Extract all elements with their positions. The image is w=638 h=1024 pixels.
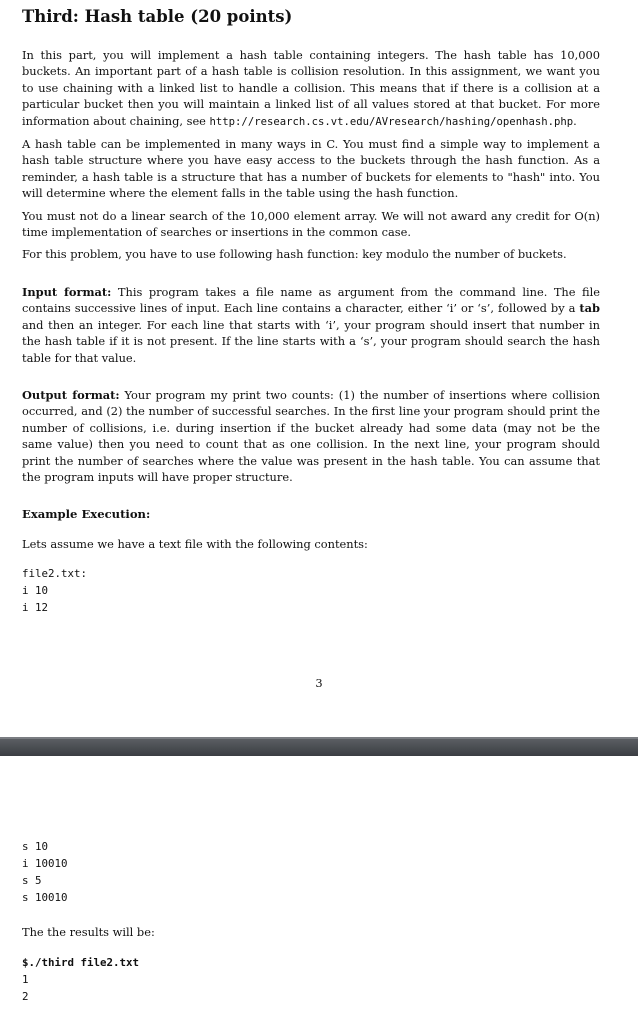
- code-line: file2.txt:: [22, 566, 88, 580]
- output-line: 1: [22, 973, 29, 987]
- example-heading: Example Execution:: [22, 507, 151, 522]
- page-3: [22, 6, 600, 616]
- file-contents-block: [22, 565, 600, 616]
- section-title: Third: Hash table (20 points): [22, 7, 293, 26]
- page-divider: [0, 737, 638, 756]
- input-format-label: Input format:: [22, 284, 112, 299]
- page-number: 3: [315, 676, 323, 690]
- output-line: 2: [22, 990, 29, 1004]
- example-assume-text: Lets assume we have a text file with the following contents:: [22, 537, 368, 552]
- page-4: [22, 838, 600, 1005]
- code-line: i 10: [22, 583, 49, 597]
- input-format-paragraph: Input format: This program takes a file name as argument from the command line. The file contains successive lines of input. Each line contains a character, either ‘i’ or ‘s’, followed by a tab and then an integer. For each line that starts with ‘i’, your program should insert that number in the hash table if it is not present. If the line starts with a ‘s’, your program should search the hash table for that value.: [22, 284, 600, 365]
- intro-paragraph-2: A hash table can be implemented in many ways in C. You must find a simple way to implement a hash table structure where you have easy access to the buckets through the hash function. As a reminder, a hash table is a structure that has a number of buckets for elements to "hash" into. You will determine where the element falls in the table using the hash function.: [22, 137, 600, 201]
- output-format-label: Output format:: [22, 387, 120, 402]
- code-line: i 10010: [22, 857, 68, 870]
- code-line: s 10: [22, 840, 49, 853]
- results-text: The the results will be:: [22, 925, 155, 939]
- program-output-block: [22, 954, 600, 1005]
- intro-paragraph-4: For this problem, you have to use following hash function: key modulo the number of buckets.: [22, 247, 567, 262]
- chaining-url[interactable]: http://research.cs.vt.edu/AVresearch/hashing/openhash.php: [209, 115, 574, 128]
- file-contents-continued: [22, 838, 600, 906]
- intro-paragraph-1: In this part, you will implement a hash table containing integers. The hash table has 10,000 buckets. An important part of a hash table is collision resolution. In this assignment, we want you to use chaining with a linked list to handle a collision. This means that if there is a collision at a particular bucket then you will maintain a linked list of all values stored at that bucket. For more information about chaining, see http://research.cs.vt.edu/AVresearch/hashing/openhash.php.: [22, 48, 600, 128]
- output-format-paragraph: Output format: Your program my print two counts: (1) the number of insertions where collision occurred, and (2) the number of successful searches. In the first line your program should print the number of collisions, i.e. during insertion if the bucket already had some data (may not be the same value) then you need to count that as one collision. In the next line, your program should print the number of searches where the value was present in the hash table. You can assume that the program inputs will have proper structure.: [22, 387, 600, 484]
- code-line: s 10010: [22, 891, 68, 904]
- code-line: i 12: [22, 600, 49, 614]
- intro-paragraph-3: You must not do a linear search of the 10,000 element array. We will not award any credit for O(n) time implementation of searches or insertions in the common case.: [22, 208, 600, 240]
- code-line: s 5: [22, 874, 42, 887]
- command-line: $./third file2.txt: [22, 956, 140, 970]
